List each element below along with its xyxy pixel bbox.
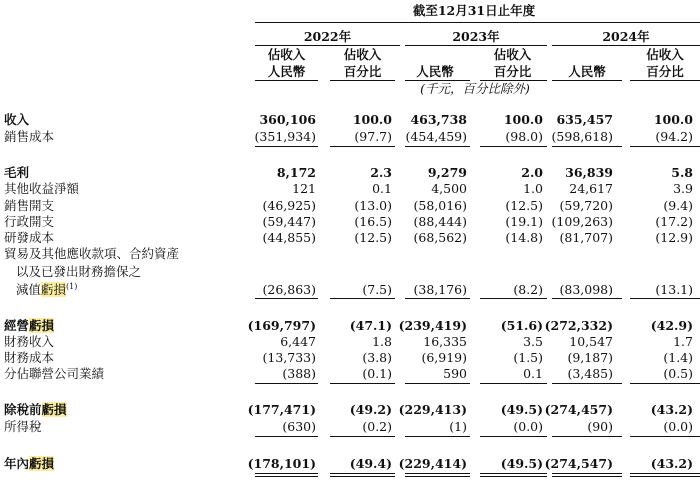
subtotal-rule <box>630 146 700 147</box>
cell-rmb-2023: (454,459) <box>405 129 467 144</box>
year-header-2022: 2022年 <box>303 29 352 44</box>
cell-rmb-2023: (6,919) <box>421 350 467 365</box>
col-rule-1 <box>255 80 318 81</box>
cell-pct-2024: (12.9) <box>655 230 693 245</box>
cell-rmb-2022: (177,471) <box>247 402 316 417</box>
cell-pct-2024: (43.2) <box>650 402 693 417</box>
subtotal-rule <box>255 298 318 299</box>
total-double-rule <box>255 473 318 477</box>
cell-rmb-2024: 24,617 <box>569 181 613 196</box>
cell-rmb-2023: (38,176) <box>413 282 467 297</box>
row-label: 財務收入 <box>4 334 55 349</box>
cell-rmb-2022: (59,447) <box>262 214 316 229</box>
cell-pct-2023: 0.1 <box>523 366 543 381</box>
cell-pct-2023: (1.5) <box>513 350 543 365</box>
period-header: 截至12月31日止年度 <box>412 3 536 18</box>
subtotal-rule <box>630 436 700 437</box>
cell-rmb-2024: (3,485) <box>567 366 613 381</box>
cell-rmb-2023: (88,444) <box>413 214 467 229</box>
footnote-marker: (1) <box>66 281 78 291</box>
row-label-text: 年內 <box>4 456 30 471</box>
row-label: 財務成本 <box>4 350 55 365</box>
subtotal-rule <box>480 146 547 147</box>
total-double-rule <box>630 473 700 477</box>
highlighted-word: 虧損 <box>29 318 55 333</box>
year-header-2023: 2023年 <box>452 29 500 44</box>
row-label: 研發成本 <box>4 230 55 245</box>
cell-rmb-2023: 9,279 <box>427 165 467 180</box>
subtotal-rule <box>480 436 547 437</box>
rmb-header-2022: 人民幣 <box>267 64 306 79</box>
subtotal-rule <box>480 383 547 384</box>
cell-rmb-2024: (81,707) <box>559 230 613 245</box>
cell-rmb-2024: (59,720) <box>559 198 613 213</box>
cell-rmb-2022: (351,934) <box>254 129 316 144</box>
subtotal-rule <box>480 298 547 299</box>
cell-pct-2024: (13.1) <box>655 282 693 297</box>
year-header-2024: 2024年 <box>602 29 650 44</box>
cell-pct-2022: (3.8) <box>362 350 392 365</box>
cell-pct-2023: (19.1) <box>505 214 543 229</box>
cell-rmb-2023: (239,419) <box>398 318 467 333</box>
cell-rmb-2022: 6,447 <box>280 334 316 349</box>
cell-rmb-2024: (9,187) <box>567 350 613 365</box>
subtotal-rule <box>255 146 318 147</box>
cell-pct-2023: 2.0 <box>521 165 543 180</box>
subtotal-rule <box>255 436 318 437</box>
cell-pct-2022: 1.8 <box>372 334 392 349</box>
cell-rmb-2022: 360,106 <box>259 112 316 127</box>
subtotal-rule <box>330 146 395 147</box>
subtotal-rule <box>552 146 622 147</box>
cell-rmb-2024: (598,618) <box>551 129 613 144</box>
subtotal-rule <box>405 383 470 384</box>
cell-pct-2024: (0.5) <box>663 366 693 381</box>
cell-rmb-2024: (274,547) <box>544 456 613 471</box>
subtotal-rule <box>405 146 470 147</box>
year-rule-2024 <box>552 45 700 46</box>
cell-pct-2024: 100.0 <box>653 112 693 127</box>
col-rule-2 <box>330 80 395 81</box>
row-label: 毛利 <box>4 165 30 180</box>
cell-rmb-2023: (68,562) <box>413 230 467 245</box>
pct-line1-2022b: 佔收入 <box>343 47 382 62</box>
cell-pct-2023: 3.5 <box>523 334 543 349</box>
cell-rmb-2022: 121 <box>292 181 316 196</box>
row-label <box>4 318 54 333</box>
cell-pct-2022: (7.5) <box>362 282 392 297</box>
cell-pct-2022: (0.1) <box>362 366 392 381</box>
cell-pct-2022: (16.5) <box>354 214 392 229</box>
cell-pct-2023: (49.5) <box>500 456 543 471</box>
total-double-rule <box>552 473 622 477</box>
cell-pct-2023: (51.6) <box>500 318 543 333</box>
cell-rmb-2022: (178,101) <box>247 456 316 471</box>
cell-pct-2024: 3.9 <box>673 181 693 196</box>
cell-rmb-2024: (109,263) <box>551 214 613 229</box>
subtotal-rule <box>330 298 395 299</box>
cell-pct-2023: (14.8) <box>505 230 543 245</box>
cell-pct-2023: 1.0 <box>523 181 543 196</box>
row-label-text: 除稅前 <box>4 402 42 417</box>
units-note: (千元，百分比除外) <box>420 81 530 96</box>
row-label: 其他收益淨額 <box>4 181 80 196</box>
cell-pct-2024: (94.2) <box>655 129 693 144</box>
row-label: 銷售成本 <box>4 129 55 144</box>
subtotal-rule <box>552 436 622 437</box>
total-double-rule <box>330 473 395 477</box>
cell-rmb-2023: (58,016) <box>413 198 467 213</box>
cell-rmb-2022: (630) <box>282 419 316 434</box>
cell-rmb-2024: (83,098) <box>559 282 613 297</box>
cell-rmb-2022: (388) <box>282 366 316 381</box>
cell-rmb-2024: (274,457) <box>544 402 613 417</box>
row-label <box>16 282 77 297</box>
cell-pct-2022: 2.3 <box>370 165 392 180</box>
row-label-line: 貿易及其他應收款項、合約資產 <box>4 246 180 261</box>
row-label: 收入 <box>4 112 30 127</box>
cell-pct-2022: (12.5) <box>354 230 392 245</box>
cell-rmb-2023: 16,335 <box>423 334 467 349</box>
subtotal-rule <box>330 436 395 437</box>
cell-pct-2023: 100.0 <box>503 112 543 127</box>
cell-pct-2024: 5.8 <box>671 165 693 180</box>
cell-pct-2022: (97.7) <box>354 129 392 144</box>
total-double-rule <box>405 473 470 477</box>
rmb-header-2023: 人民幣 <box>416 64 454 79</box>
cell-pct-2023: (8.2) <box>513 282 543 297</box>
row-label: 行政開支 <box>4 214 55 229</box>
row-label <box>4 456 54 471</box>
pct-line2-2024: 百分比 <box>646 64 684 79</box>
pct-line1-2022: 佔收入 <box>267 47 306 62</box>
cell-rmb-2022: (44,855) <box>262 230 316 245</box>
header-rule <box>255 22 700 23</box>
subtotal-rule <box>630 383 700 384</box>
cell-rmb-2024: (272,332) <box>544 318 613 333</box>
pct-line2-2022: 百分比 <box>343 64 382 79</box>
cell-pct-2023: (98.0) <box>505 129 543 144</box>
row-label: 分佔聯營公司業績 <box>4 366 105 381</box>
cell-pct-2022: 100.0 <box>352 112 392 127</box>
cell-rmb-2024: 635,457 <box>556 112 613 127</box>
year-rule-2022 <box>255 45 400 46</box>
subtotal-rule <box>330 383 395 384</box>
cell-rmb-2022: 8,172 <box>276 165 316 180</box>
cell-pct-2024: (1.4) <box>663 350 693 365</box>
row-label <box>4 402 67 417</box>
row-label: 所得稅 <box>4 419 42 434</box>
cell-pct-2024: (0.0) <box>663 419 693 434</box>
cell-pct-2022: 0.1 <box>372 181 392 196</box>
row-label-line: 以及已發出財務擔保之 <box>16 264 142 279</box>
col-rule-6 <box>630 80 700 81</box>
cell-rmb-2023: 4,500 <box>431 181 467 196</box>
subtotal-rule <box>552 383 622 384</box>
cell-rmb-2022: (169,797) <box>247 318 316 333</box>
pct-line2-2023: 百分比 <box>493 64 532 79</box>
cell-rmb-2023: (1) <box>449 419 467 434</box>
cell-rmb-2022: (46,925) <box>262 198 316 213</box>
pct-line1-2024: 佔收入 <box>646 47 684 62</box>
pct-line1-2023: 佔收入 <box>493 47 532 62</box>
col-rule-5 <box>552 80 622 81</box>
total-double-rule <box>480 473 547 477</box>
cell-rmb-2024: 10,547 <box>569 334 613 349</box>
subtotal-rule <box>630 298 700 299</box>
row-label: 銷售開支 <box>4 198 55 213</box>
year-rule-2023 <box>405 45 547 46</box>
row-label-text: 經營 <box>4 318 30 333</box>
subtotal-rule <box>405 298 470 299</box>
cell-pct-2024: (17.2) <box>655 214 693 229</box>
row-label-text: 減值 <box>16 282 42 297</box>
cell-pct-2023: (12.5) <box>505 198 543 213</box>
cell-pct-2022: (49.4) <box>349 456 392 471</box>
cell-rmb-2023: (229,413) <box>398 402 467 417</box>
highlighted-word: 虧損 <box>41 402 67 417</box>
highlighted-word: 虧損 <box>29 456 55 471</box>
cell-rmb-2024: (90) <box>587 419 613 434</box>
cell-rmb-2024: 36,839 <box>565 165 613 180</box>
subtotal-rule <box>552 298 622 299</box>
highlighted-word: 虧損 <box>41 282 67 297</box>
cell-pct-2023: (49.5) <box>500 402 543 417</box>
subtotal-rule <box>405 436 470 437</box>
cell-rmb-2022: (26,863) <box>262 282 316 297</box>
cell-rmb-2022: (13,733) <box>262 350 316 365</box>
cell-pct-2022: (0.2) <box>362 419 392 434</box>
cell-rmb-2023: 463,738 <box>410 112 467 127</box>
cell-pct-2022: (47.1) <box>349 318 392 333</box>
subtotal-rule <box>255 383 318 384</box>
cell-pct-2022: (49.2) <box>349 402 392 417</box>
cell-rmb-2023: 590 <box>443 366 467 381</box>
cell-pct-2024: 1.7 <box>673 334 693 349</box>
cell-pct-2023: (0.0) <box>513 419 543 434</box>
cell-pct-2024: (9.4) <box>663 198 693 213</box>
cell-rmb-2023: (229,414) <box>398 456 467 471</box>
cell-pct-2024: (43.2) <box>650 456 693 471</box>
cell-pct-2024: (42.9) <box>650 318 693 333</box>
rmb-header-2024: 人民幣 <box>568 64 606 79</box>
cell-pct-2022: (13.0) <box>354 198 392 213</box>
